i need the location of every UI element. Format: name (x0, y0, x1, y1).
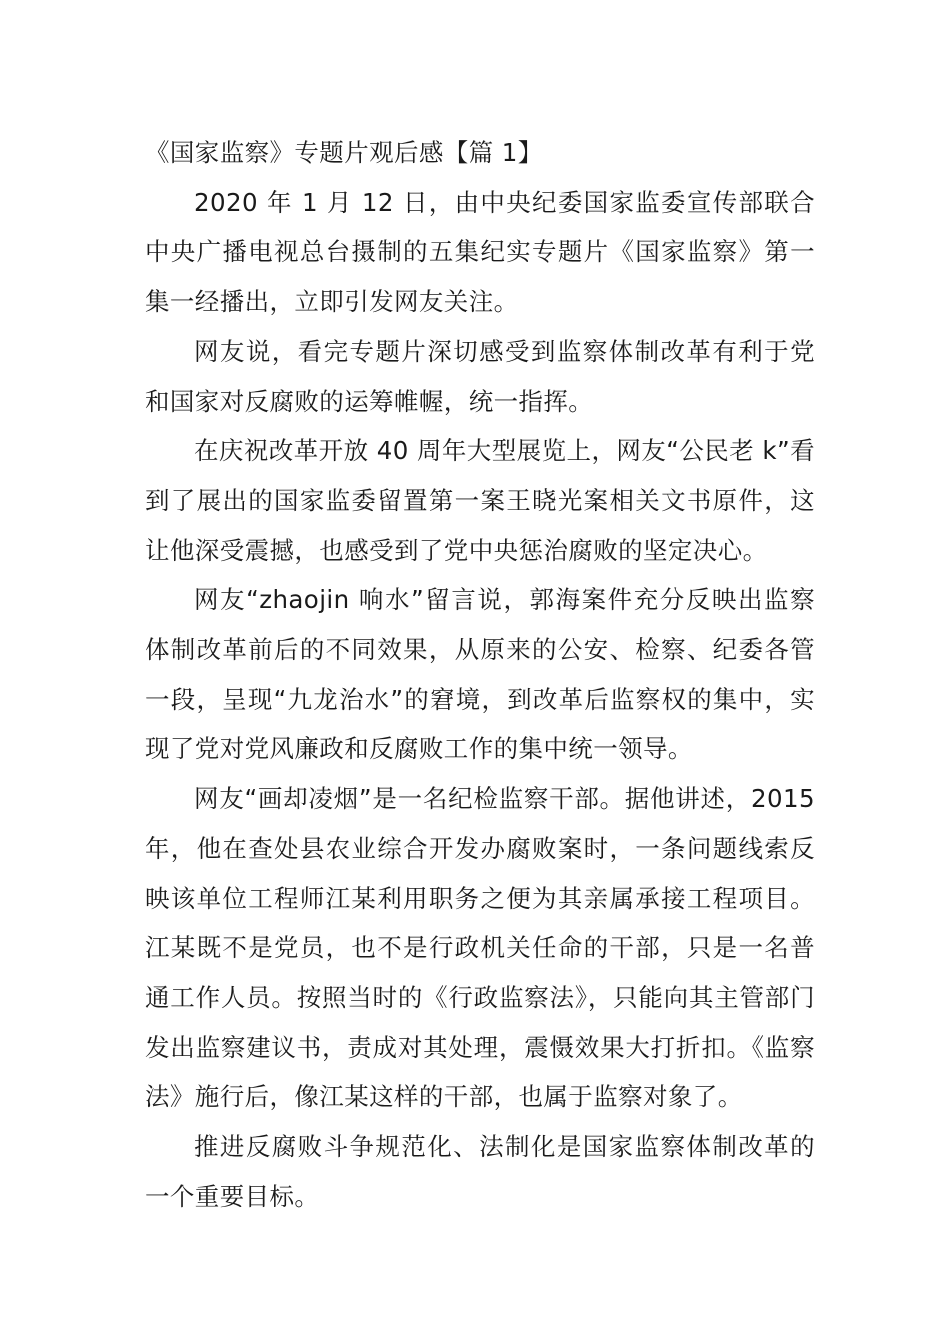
paragraph-2: 网友说，看完专题片深切感受到监察体制改革有利于党和国家对反腐败的运筹帷幄，统一指挥。 (145, 336, 815, 416)
paragraph-5: 网友“画却凌烟”是一名纪检监察干部。据他讲述，2015 年，他在查处县农业综合开发办腐败案时，一条问题线索反映该单位工程师江某利用职务之便为其亲属承接工程项目。江某既不是党员，也不是行政机关任命的干部，只是一名普通工作人员。按照当时的《行政监察法》，只能向其主管部门发出监察建议书，责成对其处理，震慑效果大打折扣。《监察法》施行后，像江某这样的干部，也属于监察对象了。 (145, 784, 815, 1112)
paragraph-3: 在庆祝改革开放 40 周年大型展览上，网友“公民老 k”看到了展出的国家监委留置第一案王晓光案相关文书原件，这让他深受震撼，也感受到了党中央惩治腐败的坚定决心。 (145, 436, 815, 565)
paragraph-1: 2020 年 1 月 12 日，由中央纪委国家监委宣传部联合中央广播电视总台摄制的五集纪实专题片《国家监察》第一集一经播出，立即引发网友关注。 (145, 187, 815, 317)
document-body (145, 128, 815, 1221)
paragraph-4: 网友“zhaojin 响水”留言说，郭海案件充分反映出监察体制改革前后的不同效果，从原来的公安、检察、纪委各管一段，呈现“九龙治水”的窘境，到改革后监察权的集中，实现了党对党风廉政和反腐败工作的集中统一领导。 (145, 585, 815, 764)
document-title: 《国家监察》专题片观后感【篇 1】 (145, 138, 543, 167)
paragraph-6: 推进反腐败斗争规范化、法制化是国家监察体制改革的一个重要目标。 (145, 1132, 815, 1211)
